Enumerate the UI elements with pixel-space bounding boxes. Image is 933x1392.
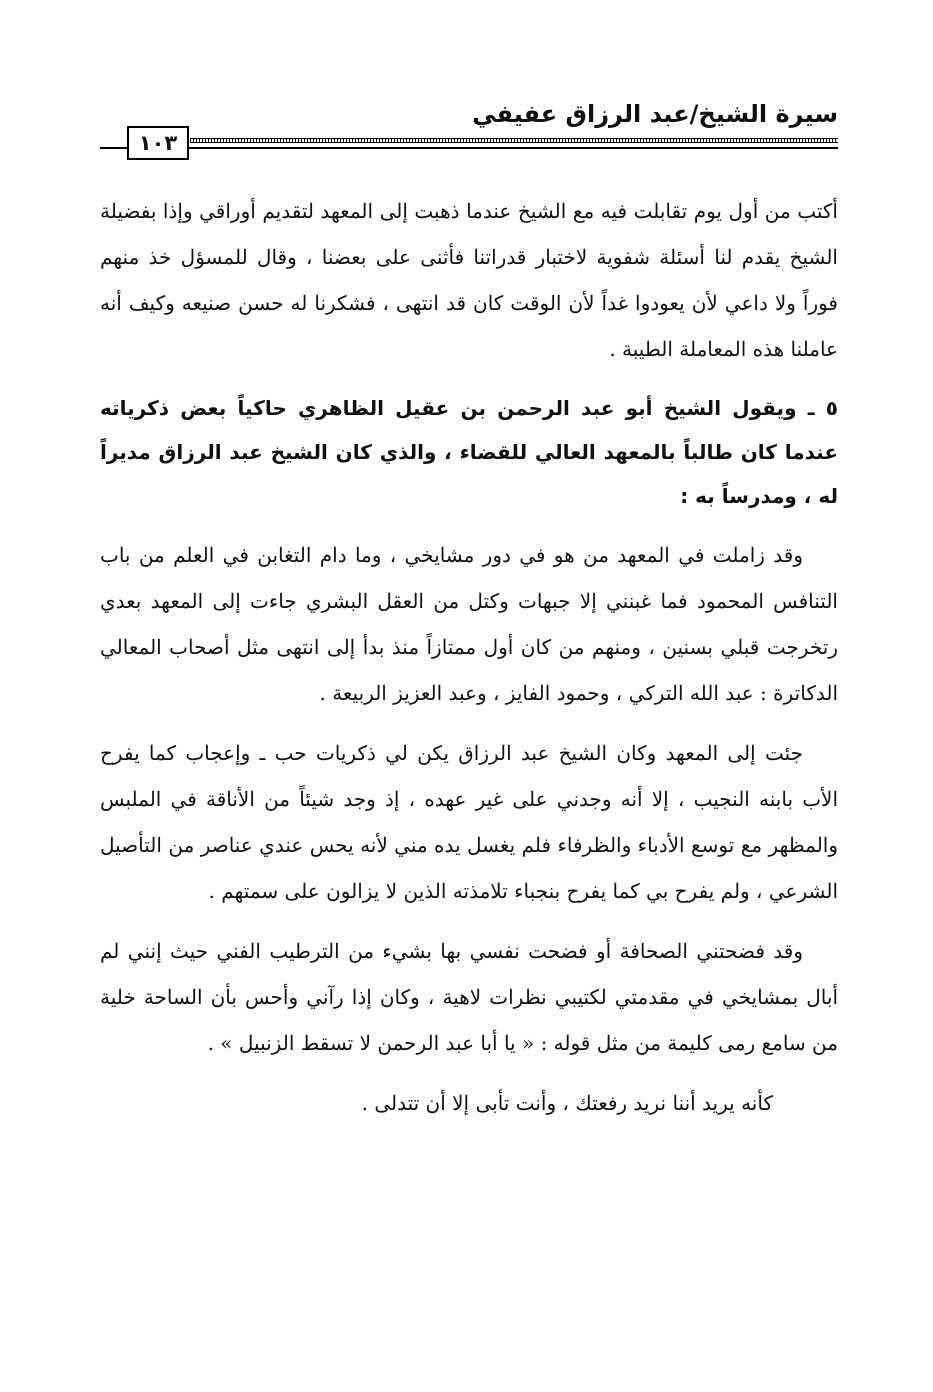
paragraph: كأنه يريد أننا نريد رفعتك ، وأنت تأبى إلا أن تتدلى . <box>361 1091 773 1115</box>
header-rule-hatched <box>190 138 838 143</box>
section-heading-paragraph: ٥ ـ ويقول الشيخ أبو عبد الرحمن بن عقيل الظاهري حاكياً بعض ذكرياته عندما كان طالباً بالمعهد العالي للقضاء ، والذي كان الشيخ عبد الرزاق مديراً له ، ومدرساً به : <box>100 396 838 508</box>
paragraph: جئت إلى المعهد وكان الشيخ عبد الرزاق يكن لي ذكريات حب ـ وإعجاب كما يفرح الأب بابنه النجيب ، إلا أنه وجدني على غير عهده ، إذ وجد شيئاً من الأناقة في الملبس والمظهر مع توسع الأدباء والظرفاء فلم يغسل يده مني لأنه يحس عندي عناصر من التأصيل الشرعي ، ولم يفرح بي كما يفرح بنجباء تلامذته الذين لا يزالون على سمتهم . <box>100 741 838 903</box>
paragraph: أكتب من أول يوم تقابلت فيه مع الشيخ عندما ذهبت إلى المعهد لتقديم أوراقي وإذا بفضيلة الشيخ يقدم لنا أسئلة شفوية لاختبار قدراتنا فأثنى على بعضنا ، وقال للمسؤل خذ منهم فوراً ولا داعي لأن يعودوا غداً لأن الوقت كان قد انتهى ، فشكرنا له حسن صنيعه وكيف أنه عاملنا هذه المعاملة الطيبة . <box>100 199 838 361</box>
paragraph: وقد زاملت في المعهد من هو في دور مشايخي ، وما دام التغابن في العلم من باب التنافس المحمود فما غبنني إلا جبهات وكتل من العقل البشري جاءت إلى المعهد بعدي رتخرجت قبلي بسنين ، ومنهم من كان أول ممتازاً منذ بدأ إلى انتهى مثل أصحاب المعالي الدكاترة : عبد الله التركي ، وحمود الفايز ، وعبد العزيز الربيعة . <box>100 543 838 705</box>
running-header-title: سيرة الشيخ/عبد الرزاق عفيفي <box>472 100 838 128</box>
header-rule <box>100 147 838 149</box>
page-number: ١٠٣ <box>127 126 189 160</box>
paragraph: وقد فضحتني الصحافة أو فضحت نفسي بها بشيء من الترطيب الفني حيث إنني لم أبال بمشايخي في مقدمتي لكتيبي نظرات لاهية ، وكان إذا رآني وأحس بأن الساحة خلية من سامع رمى كليمة من مثل قوله : « يا أبا عبد الرحمن لا تسقط الزنبيل » . <box>100 939 838 1055</box>
body-text <box>100 188 838 1140</box>
